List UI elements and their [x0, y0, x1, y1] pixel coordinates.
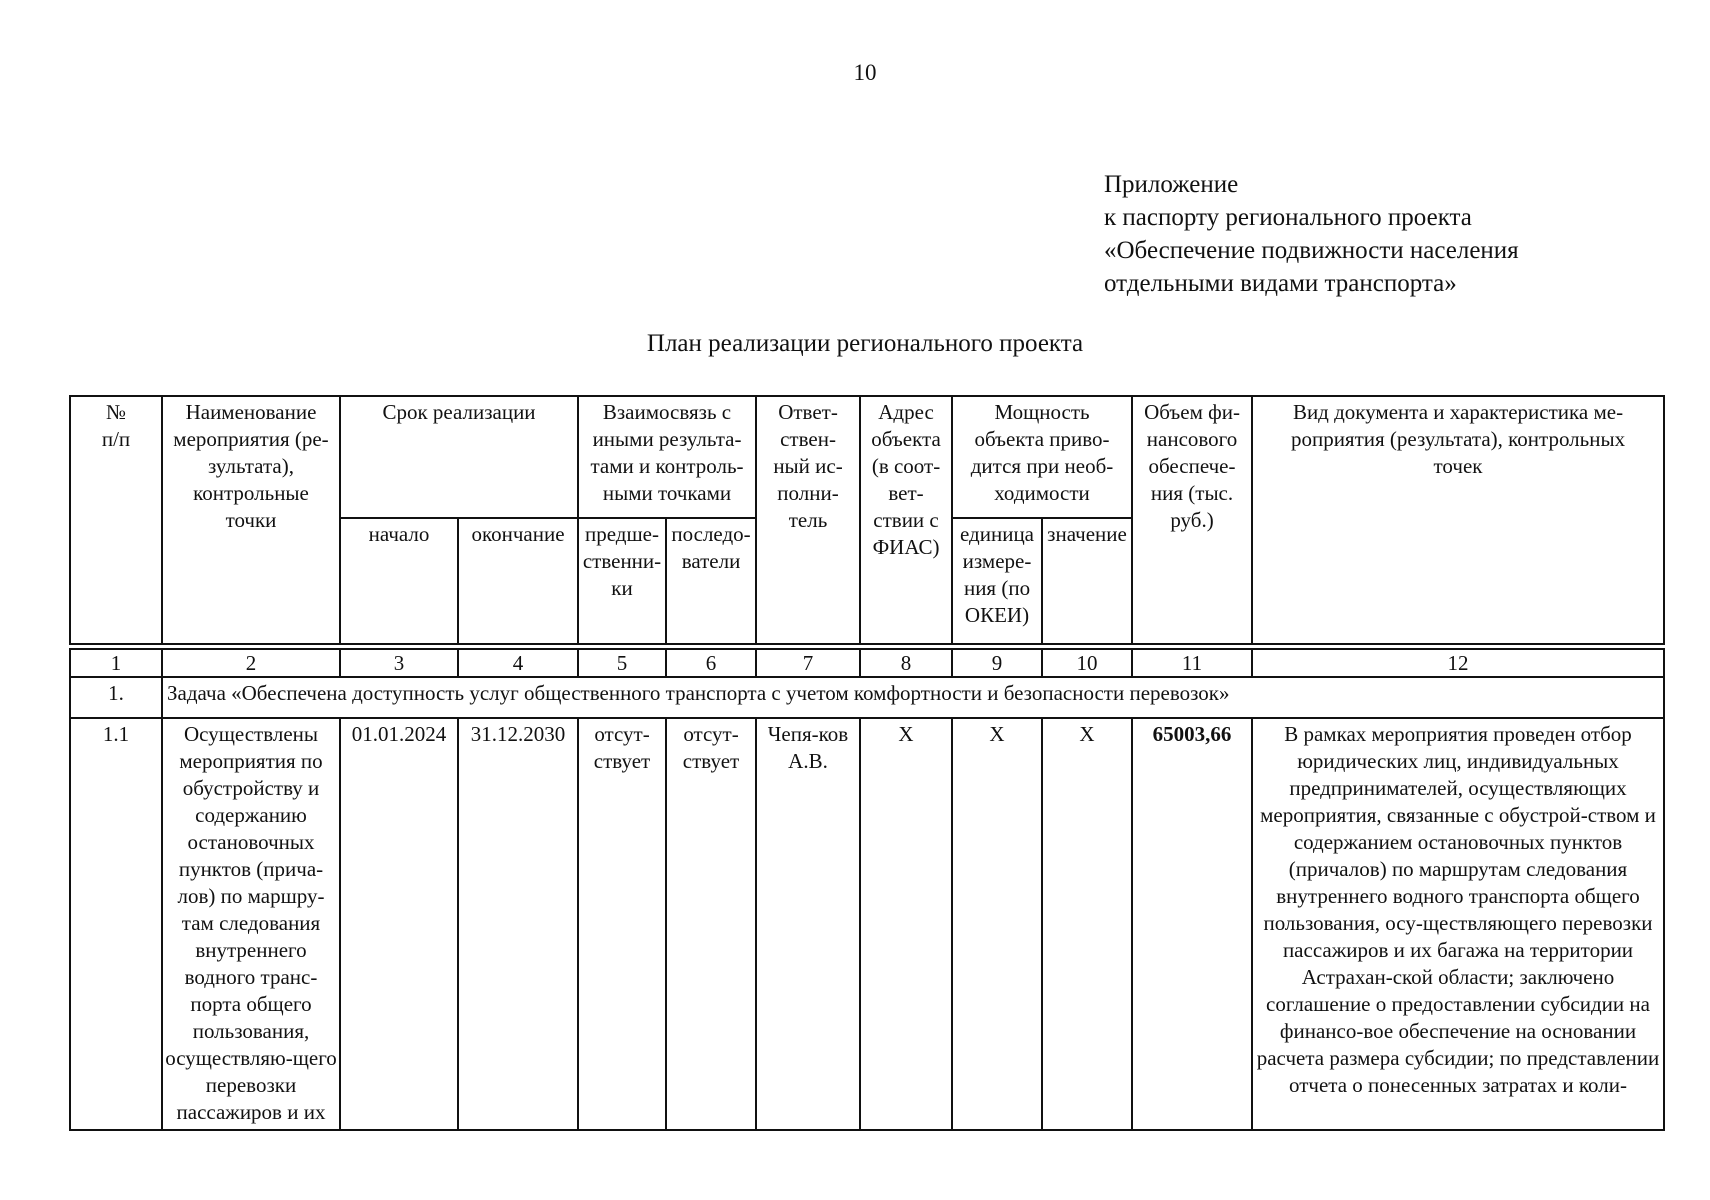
column-number: 1 — [70, 649, 162, 677]
header-term-end: окончание — [458, 518, 578, 644]
column-number: 4 — [458, 649, 578, 677]
header-address: Адрес объекта (в соот- вет- ствии с ФИАС) — [860, 396, 952, 644]
header-name: Наименование мероприятия (ре- зультата), контрольные точки — [162, 396, 340, 644]
header-link-successors: последо- ватели — [666, 518, 756, 644]
column-number: 5 — [578, 649, 666, 677]
header-link-predecessors: предше- ственни- ки — [578, 518, 666, 644]
row-successors: отсут-ствует — [666, 718, 756, 1130]
appendix-line: отдельными видами транспорта» — [1104, 270, 1457, 297]
column-number: 6 — [666, 649, 756, 677]
row-number: 1.1 — [70, 718, 162, 1130]
column-number: 9 — [952, 649, 1042, 677]
appendix-note — [1104, 168, 1519, 300]
row-start-date: 01.01.2024 — [340, 718, 458, 1130]
row-description: В рамках мероприятия проведен отбор юридических лиц, индивидуальных предпринимателей, осуществляющих мероприятия, связанные с обустрой-ством и содержанием остановочных пунктов (причалов) по маршрутам следования внутреннего водного транспорта общего пользования, осу-ществляющего перевозки пассажиров и их багажа на территории Астрахан-ской области; заключено соглашение о предоставлении субсидии на финансо-вое обеспечение на основании расчета размера субсидии; по представлении отчета о понесенных затратах и коли- — [1252, 718, 1664, 1130]
column-number: 11 — [1132, 649, 1252, 677]
task-text: Задача «Обеспечена доступность услуг общественного транспорта с учетом комфортности и безопасности перевозок» — [162, 677, 1664, 718]
plan-table-body — [69, 648, 1665, 1131]
header-term: Срок реализации — [340, 396, 578, 518]
header-responsible: Ответ- ствен- ный ис- полни- тель — [756, 396, 860, 644]
row-address: X — [860, 718, 952, 1130]
column-number: 2 — [162, 649, 340, 677]
header-capacity: Мощность объекта приво- дится при необ- ходимости — [952, 396, 1132, 518]
column-number: 10 — [1042, 649, 1132, 677]
column-number: 7 — [756, 649, 860, 677]
page-number: 10 — [853, 60, 877, 85]
header-doc-type: Вид документа и характеристика ме- роприятия (результата), контрольных точек — [1252, 396, 1664, 644]
appendix-line: «Обеспечение подвижности населения — [1104, 237, 1519, 264]
appendix-line: Приложение — [1104, 171, 1239, 198]
header-link: Взаимосвязь с иными результа- тами и контроль- ными точками — [578, 396, 756, 518]
table-row — [70, 718, 1664, 1130]
header-num: № п/п — [70, 396, 162, 644]
header-term-start: начало — [340, 518, 458, 644]
column-number: 3 — [340, 649, 458, 677]
row-responsible: Чепя-ков А.В. — [756, 718, 860, 1130]
appendix-line: к паспорту регионального проекта — [1104, 204, 1472, 231]
row-predecessors: отсут-ствует — [578, 718, 666, 1130]
task-row — [70, 677, 1664, 718]
column-number: 12 — [1252, 649, 1664, 677]
task-number: 1. — [70, 677, 162, 718]
row-value: X — [1042, 718, 1132, 1130]
header-finance: Объем фи- нансового обеспече- ния (тыс. руб.) — [1132, 396, 1252, 644]
row-unit: X — [952, 718, 1042, 1130]
row-name: Осуществлены мероприятия по обустройству и содержанию остановочных пунктов (прича-лов) по маршру-там следования внутреннего водного транс-порта общего пользования, осуществляю-щего перевозки пассажиров и их — [162, 718, 340, 1130]
column-number-row — [70, 649, 1664, 677]
column-number: 8 — [860, 649, 952, 677]
header-capacity-unit: единица измере- ния (по ОКЕИ) — [952, 518, 1042, 644]
row-finance: 65003,66 — [1132, 718, 1252, 1130]
header-capacity-value: значение — [1042, 518, 1132, 644]
plan-table-header — [69, 395, 1665, 645]
plan-title: План реализации регионального проекта — [646, 330, 1084, 357]
row-end-date: 31.12.2030 — [458, 718, 578, 1130]
